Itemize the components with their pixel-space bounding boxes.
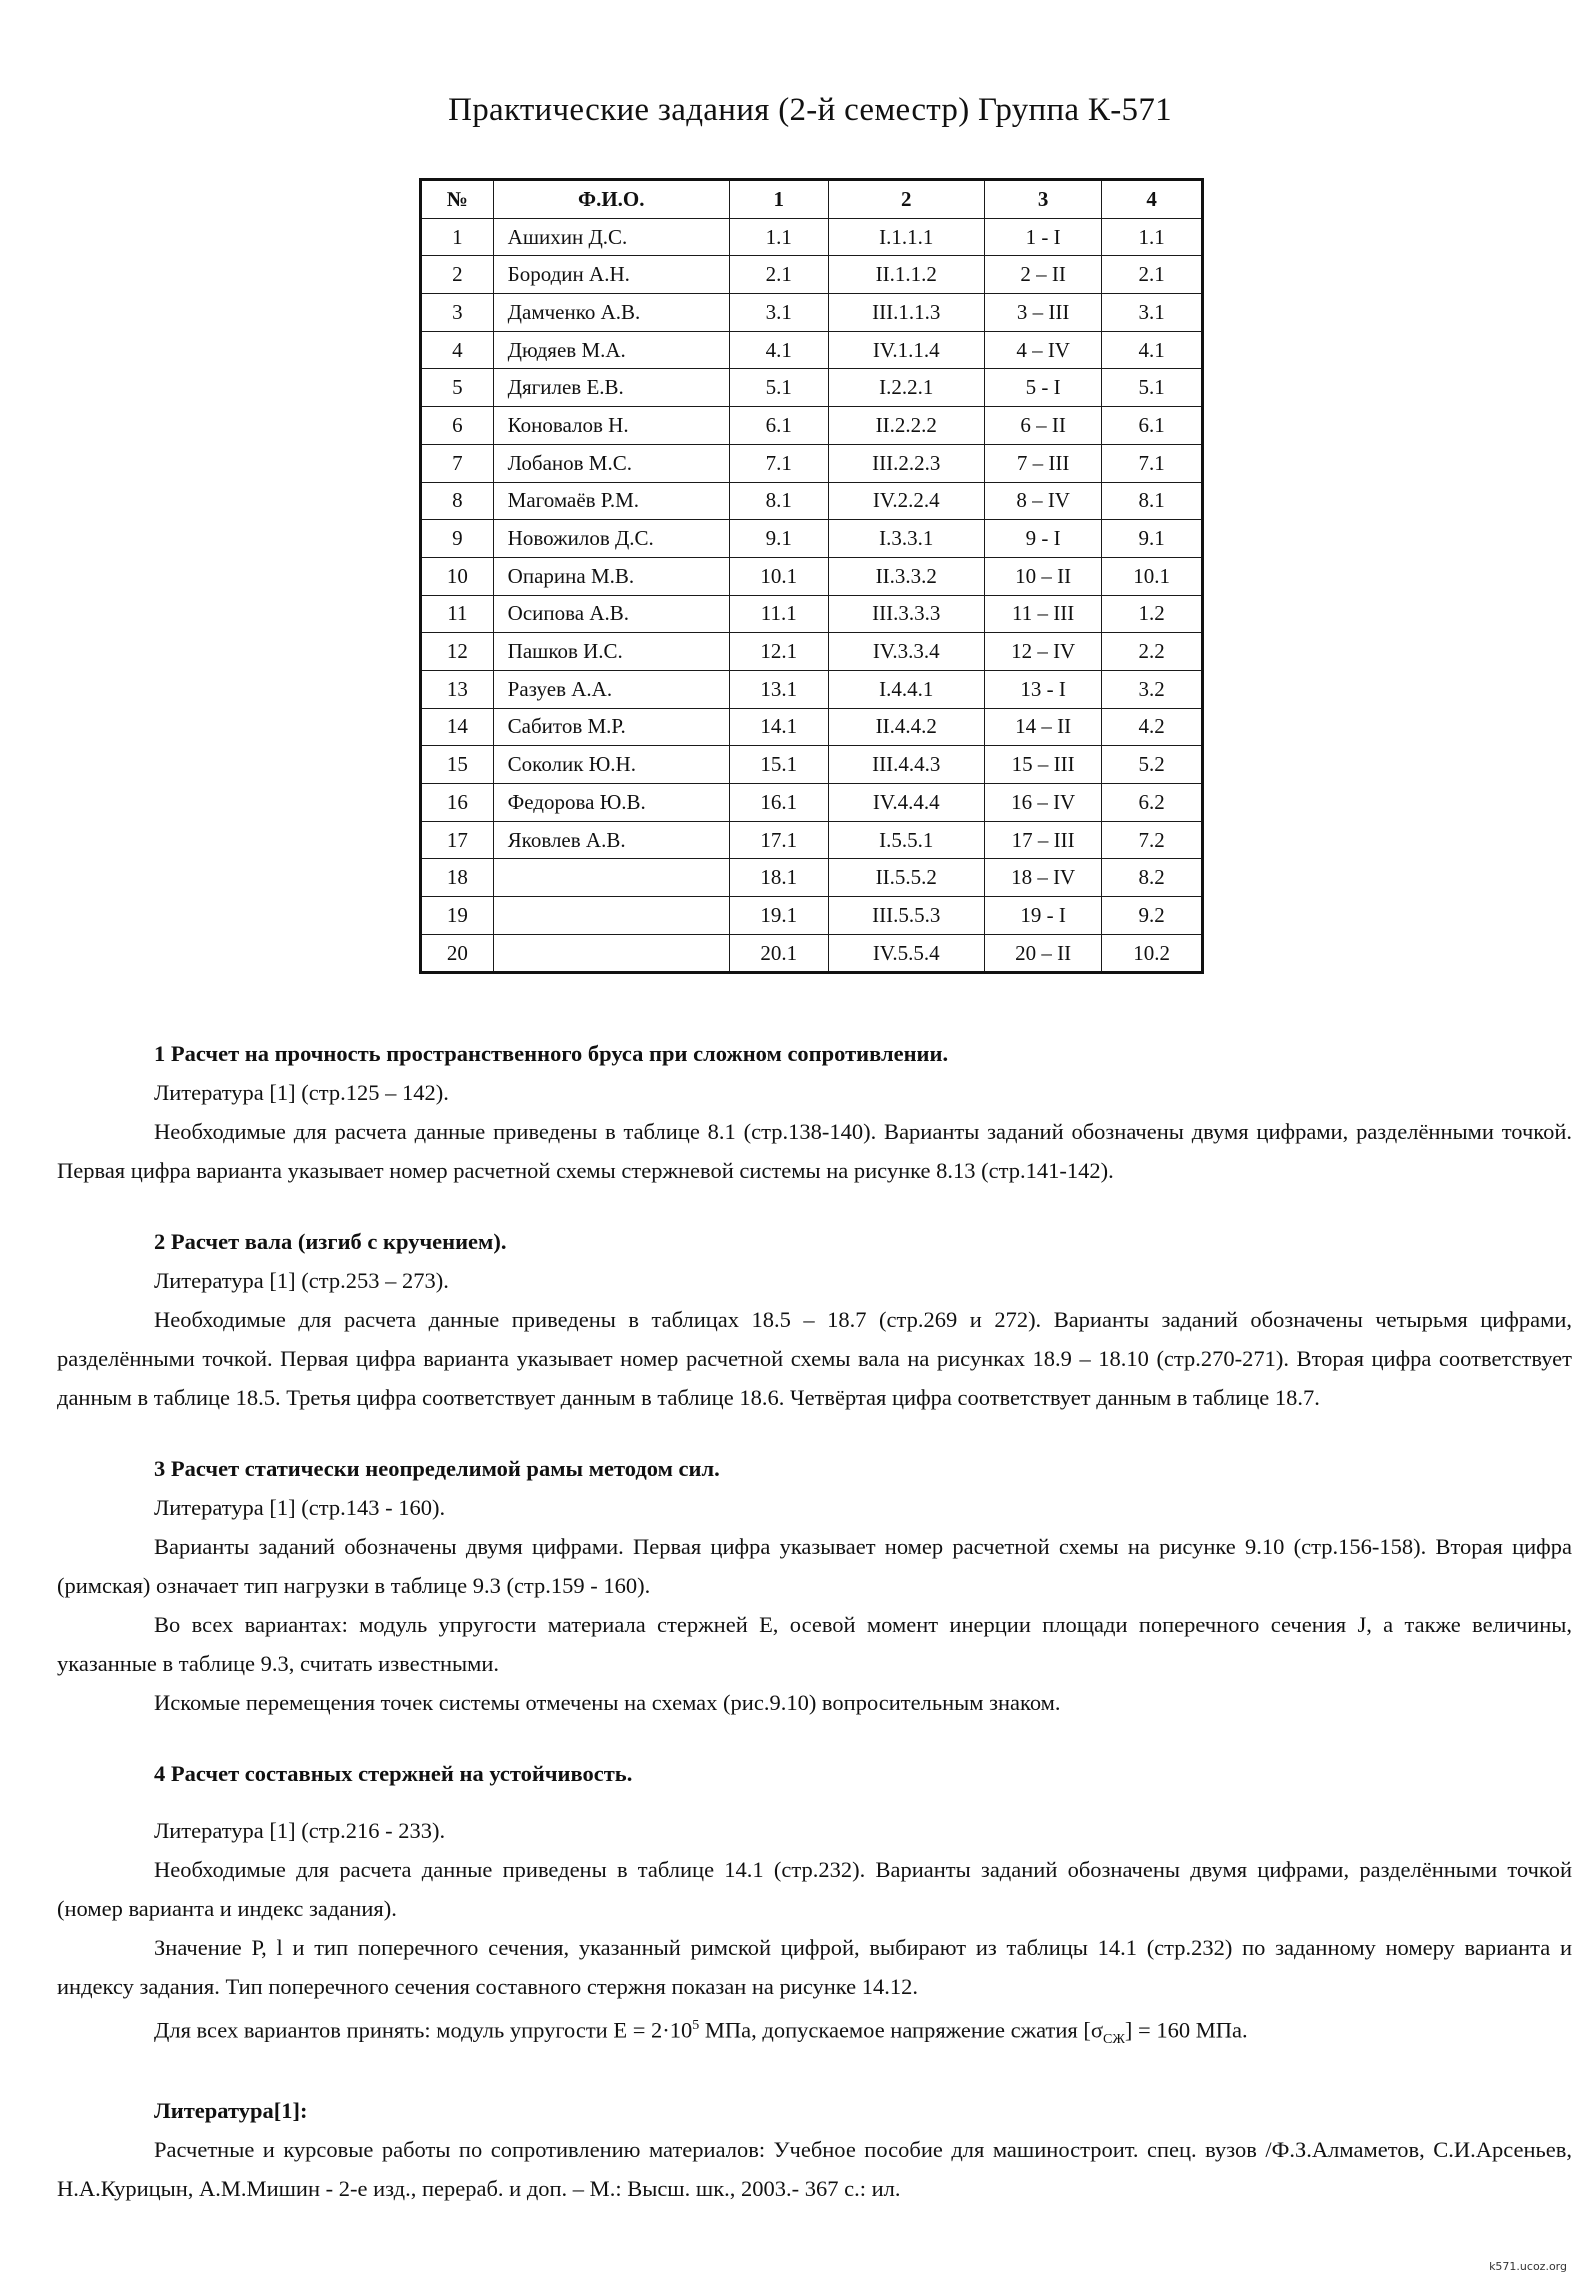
cell-task-2: III.4.4.3 <box>828 746 984 784</box>
cell-task-4: 9.2 <box>1102 897 1203 935</box>
task-descriptions <box>57 1034 1572 2240</box>
cell-student-name: Новожилов Д.С. <box>493 520 729 558</box>
cell-task-3: 10 – II <box>984 557 1101 595</box>
cell-task-3: 17 – III <box>984 821 1101 859</box>
assignment-table <box>419 178 1204 974</box>
section-1 <box>57 1034 1572 1190</box>
cell-task-2: II.2.2.2 <box>828 407 984 445</box>
table-row <box>421 369 1203 407</box>
cell-task-2: IV.2.2.4 <box>828 482 984 520</box>
cell-task-3: 18 – IV <box>984 859 1101 897</box>
cell-task-1: 2.1 <box>729 256 828 294</box>
cell-task-2: I.1.1.1 <box>828 218 984 256</box>
table-row <box>421 256 1203 294</box>
cell-task-3: 4 – IV <box>984 331 1101 369</box>
cell-task-3: 2 – II <box>984 256 1101 294</box>
constants-exponent: 5 <box>692 2018 700 2033</box>
cell-task-2: II.1.1.2 <box>828 256 984 294</box>
cell-student-name <box>493 897 729 935</box>
cell-task-4: 1.2 <box>1102 595 1203 633</box>
cell-task-1: 19.1 <box>729 897 828 935</box>
cell-task-4: 8.2 <box>1102 859 1203 897</box>
cell-task-3: 3 – III <box>984 294 1101 332</box>
cell-number: 9 <box>421 520 494 558</box>
cell-number: 8 <box>421 482 494 520</box>
cell-task-2: III.1.1.3 <box>828 294 984 332</box>
cell-task-3: 8 – IV <box>984 482 1101 520</box>
section-2 <box>57 1222 1572 1417</box>
cell-task-4: 1.1 <box>1102 218 1203 256</box>
table-row <box>421 821 1203 859</box>
cell-task-2: IV.3.3.4 <box>828 633 984 671</box>
cell-number: 6 <box>421 407 494 445</box>
cell-number: 14 <box>421 708 494 746</box>
table-row <box>421 708 1203 746</box>
cell-task-4: 2.2 <box>1102 633 1203 671</box>
cell-student-name: Опарина М.В. <box>493 557 729 595</box>
cell-task-4: 6.2 <box>1102 784 1203 822</box>
table-row <box>421 520 1203 558</box>
cell-task-1: 17.1 <box>729 821 828 859</box>
cell-task-1: 1.1 <box>729 218 828 256</box>
cell-student-name <box>493 859 729 897</box>
cell-task-3: 12 – IV <box>984 633 1101 671</box>
header-task-3: 3 <box>984 180 1101 219</box>
literature-reference: Расчетные и курсовые работы по сопротивлению материалов: Учебное пособие для машиностроит. спец. вузов /Ф.З.Алмаметов, С.И.Арсеньев, Н.А.Курицын, А.М.Мишин - 2-е изд., перераб. и доп. – М.: Высш. шк., 2003.- 367 с.: ил. <box>57 2137 1572 2201</box>
section-heading: 1 Расчет на прочность пространственного бруса при сложном сопротивлении. <box>154 1041 949 1066</box>
constants-text-after: ] = 160 МПа. <box>1124 2017 1248 2043</box>
section-literature-ref: Литература [1] (стр.125 – 142). <box>154 1080 449 1105</box>
cell-task-1: 8.1 <box>729 482 828 520</box>
cell-task-4: 10.1 <box>1102 557 1203 595</box>
section-heading: 3 Расчет статически неопределимой рамы методом сил. <box>154 1456 720 1481</box>
cell-task-3: 11 – III <box>984 595 1101 633</box>
constants-text-middle: МПа, допускаемое напряжение сжатия [σ <box>699 2017 1104 2043</box>
table-row <box>421 746 1203 784</box>
cell-number: 17 <box>421 821 494 859</box>
cell-student-name: Магомаёв Р.М. <box>493 482 729 520</box>
cell-task-3: 9 - I <box>984 520 1101 558</box>
cell-task-1: 15.1 <box>729 746 828 784</box>
cell-student-name: Федорова Ю.В. <box>493 784 729 822</box>
cell-task-4: 9.1 <box>1102 520 1203 558</box>
cell-task-1: 20.1 <box>729 934 828 973</box>
cell-task-1: 10.1 <box>729 557 828 595</box>
cell-task-2: III.5.5.3 <box>828 897 984 935</box>
cell-student-name: Дягилев Е.В. <box>493 369 729 407</box>
cell-task-3: 19 - I <box>984 897 1101 935</box>
cell-task-2: I.2.2.1 <box>828 369 984 407</box>
cell-task-4: 3.2 <box>1102 670 1203 708</box>
cell-task-4: 5.2 <box>1102 746 1203 784</box>
cell-task-2: I.4.4.1 <box>828 670 984 708</box>
section-paragraph: Во всех вариантах: модуль упругости материала стержней Е, осевой момент инерции площади поперечного сечения J, а также величины, указанные в таблице 9.3, считать известными. <box>57 1612 1572 1676</box>
table-row <box>421 218 1203 256</box>
cell-task-1: 11.1 <box>729 595 828 633</box>
cell-task-1: 12.1 <box>729 633 828 671</box>
cell-student-name: Дюдяев М.А. <box>493 331 729 369</box>
cell-task-3: 14 – II <box>984 708 1101 746</box>
cell-task-1: 16.1 <box>729 784 828 822</box>
cell-task-2: IV.4.4.4 <box>828 784 984 822</box>
cell-number: 3 <box>421 294 494 332</box>
cell-task-3: 1 - I <box>984 218 1101 256</box>
cell-task-1: 5.1 <box>729 369 828 407</box>
cell-student-name: Коновалов Н. <box>493 407 729 445</box>
constants-subscript: СЖ <box>1103 2032 1125 2047</box>
table-row <box>421 294 1203 332</box>
cell-number: 4 <box>421 331 494 369</box>
cell-student-name: Бородин А.Н. <box>493 256 729 294</box>
cell-task-4: 10.2 <box>1102 934 1203 973</box>
cell-task-1: 9.1 <box>729 520 828 558</box>
section-literature-ref: Литература [1] (стр.143 - 160). <box>154 1495 446 1520</box>
cell-task-3: 7 – III <box>984 444 1101 482</box>
cell-number: 12 <box>421 633 494 671</box>
cell-task-3: 13 - I <box>984 670 1101 708</box>
section-3 <box>57 1449 1572 1722</box>
cell-number: 16 <box>421 784 494 822</box>
cell-task-3: 15 – III <box>984 746 1101 784</box>
section-literature-ref: Литература [1] (стр.253 – 273). <box>154 1268 449 1293</box>
table-row <box>421 784 1203 822</box>
constants-text-before: Для всех вариантов принять: модуль упругости Е = 2·10 <box>154 2017 693 2043</box>
table-row <box>421 444 1203 482</box>
section-4 <box>57 1754 1572 2059</box>
cell-student-name: Яковлев А.В. <box>493 821 729 859</box>
cell-task-1: 4.1 <box>729 331 828 369</box>
table-row <box>421 595 1203 633</box>
table-row <box>421 633 1203 671</box>
cell-number: 7 <box>421 444 494 482</box>
header-task-2: 2 <box>828 180 984 219</box>
cell-student-name: Сабитов М.Р. <box>493 708 729 746</box>
section-heading: 2 Расчет вала (изгиб с кручением). <box>154 1229 507 1254</box>
table-row <box>421 557 1203 595</box>
cell-task-4: 3.1 <box>1102 294 1203 332</box>
section-heading: 4 Расчет составных стержней на устойчивость. <box>154 1761 633 1786</box>
cell-task-3: 6 – II <box>984 407 1101 445</box>
cell-task-4: 2.1 <box>1102 256 1203 294</box>
cell-task-3: 5 - I <box>984 369 1101 407</box>
cell-task-2: III.3.3.3 <box>828 595 984 633</box>
cell-student-name: Соколик Ю.Н. <box>493 746 729 784</box>
cell-task-4: 7.1 <box>1102 444 1203 482</box>
cell-student-name: Ашихин Д.С. <box>493 218 729 256</box>
cell-number: 20 <box>421 934 494 973</box>
cell-task-2: I.5.5.1 <box>828 821 984 859</box>
cell-task-1: 14.1 <box>729 708 828 746</box>
cell-task-4: 4.2 <box>1102 708 1203 746</box>
cell-number: 15 <box>421 746 494 784</box>
table-row <box>421 670 1203 708</box>
cell-student-name: Дамченко А.В. <box>493 294 729 332</box>
literature-heading: Литература[1]: <box>154 2098 308 2123</box>
cell-task-4: 7.2 <box>1102 821 1203 859</box>
section-paragraph: Варианты заданий обозначены двумя цифрами. Первая цифра указывает номер расчетной схемы на рисунке 9.10 (стр.156-158). Вторая цифра (римская) означает тип нагрузки в таблице 9.3 (стр.159 - 160). <box>57 1534 1572 1598</box>
cell-task-1: 13.1 <box>729 670 828 708</box>
table-row <box>421 331 1203 369</box>
table-body <box>421 218 1203 973</box>
header-number: № <box>421 180 494 219</box>
section-paragraph-constants <box>57 2006 1572 2059</box>
cell-task-1: 7.1 <box>729 444 828 482</box>
cell-number: 2 <box>421 256 494 294</box>
cell-student-name: Разуев А.А. <box>493 670 729 708</box>
header-name: Ф.И.О. <box>493 180 729 219</box>
section-literature-ref: Литература [1] (стр.216 - 233). <box>154 1818 446 1843</box>
section-paragraph: Искомые перемещения точек системы отмечены на схемах (рис.9.10) вопросительным знаком. <box>154 1690 1061 1715</box>
cell-number: 10 <box>421 557 494 595</box>
cell-student-name: Лобанов М.С. <box>493 444 729 482</box>
literature-section <box>57 2091 1572 2208</box>
header-task-1: 1 <box>729 180 828 219</box>
cell-task-1: 6.1 <box>729 407 828 445</box>
cell-task-2: IV.5.5.4 <box>828 934 984 973</box>
cell-task-1: 18.1 <box>729 859 828 897</box>
header-task-4: 4 <box>1102 180 1203 219</box>
cell-task-1: 3.1 <box>729 294 828 332</box>
site-watermark: k571.ucoz.org <box>1489 2260 1567 2273</box>
cell-number: 19 <box>421 897 494 935</box>
table-row <box>421 897 1203 935</box>
cell-task-4: 8.1 <box>1102 482 1203 520</box>
section-paragraph: Необходимые для расчета данные приведены в таблице 14.1 (стр.232). Варианты заданий обозначены двумя цифрами, разделёнными точкой (номер варианта и индекс задания). <box>57 1857 1572 1921</box>
table-row <box>421 407 1203 445</box>
section-paragraph: Значение Р, l и тип поперечного сечения, указанный римской цифрой, выбирают из таблицы 14.1 (стр.232) по заданному номеру варианта и индексу задания. Тип поперечного сечения составного стержня показан на рисунке 14.12. <box>57 1935 1572 1999</box>
section-paragraph: Необходимые для расчета данные приведены в таблице 8.1 (стр.138-140). Варианты заданий обозначены двумя цифрами, разделёнными точкой. Первая цифра варианта указывает номер расчетной схемы стержневой системы на рисунке 8.13 (стр.141-142). <box>57 1119 1572 1183</box>
cell-number: 1 <box>421 218 494 256</box>
cell-student-name <box>493 934 729 973</box>
cell-student-name: Пашков И.С. <box>493 633 729 671</box>
cell-number: 11 <box>421 595 494 633</box>
cell-task-2: II.5.5.2 <box>828 859 984 897</box>
cell-task-3: 16 – IV <box>984 784 1101 822</box>
cell-task-2: III.2.2.3 <box>828 444 984 482</box>
page-title: Практические задания (2-й семестр) Группа К-571 <box>448 92 1172 128</box>
table-row <box>421 934 1203 973</box>
cell-task-4: 5.1 <box>1102 369 1203 407</box>
cell-number: 13 <box>421 670 494 708</box>
table-row <box>421 482 1203 520</box>
cell-task-2: I.3.3.1 <box>828 520 984 558</box>
cell-number: 18 <box>421 859 494 897</box>
section-paragraph: Необходимые для расчета данные приведены в таблицах 18.5 – 18.7 (стр.269 и 272). Варианты заданий обозначены четырьмя цифрами, разделёнными точкой. Первая цифра варианта указывает номер расчетной схемы вала на рисунках 18.9 – 18.10 (стр.270-271). Вторая цифра соответствует данным в таблице 18.5. Третья цифра соответствует данным в таблице 18.6. Четвёртая цифра соответствует данным в таблице 18.7. <box>57 1307 1572 1410</box>
cell-student-name: Осипова А.В. <box>493 595 729 633</box>
cell-task-3: 20 – II <box>984 934 1101 973</box>
cell-task-2: II.3.3.2 <box>828 557 984 595</box>
cell-number: 5 <box>421 369 494 407</box>
table-row <box>421 859 1203 897</box>
table-header-row <box>421 180 1203 219</box>
cell-task-2: IV.1.1.4 <box>828 331 984 369</box>
cell-task-2: II.4.4.2 <box>828 708 984 746</box>
cell-task-4: 6.1 <box>1102 407 1203 445</box>
cell-task-4: 4.1 <box>1102 331 1203 369</box>
